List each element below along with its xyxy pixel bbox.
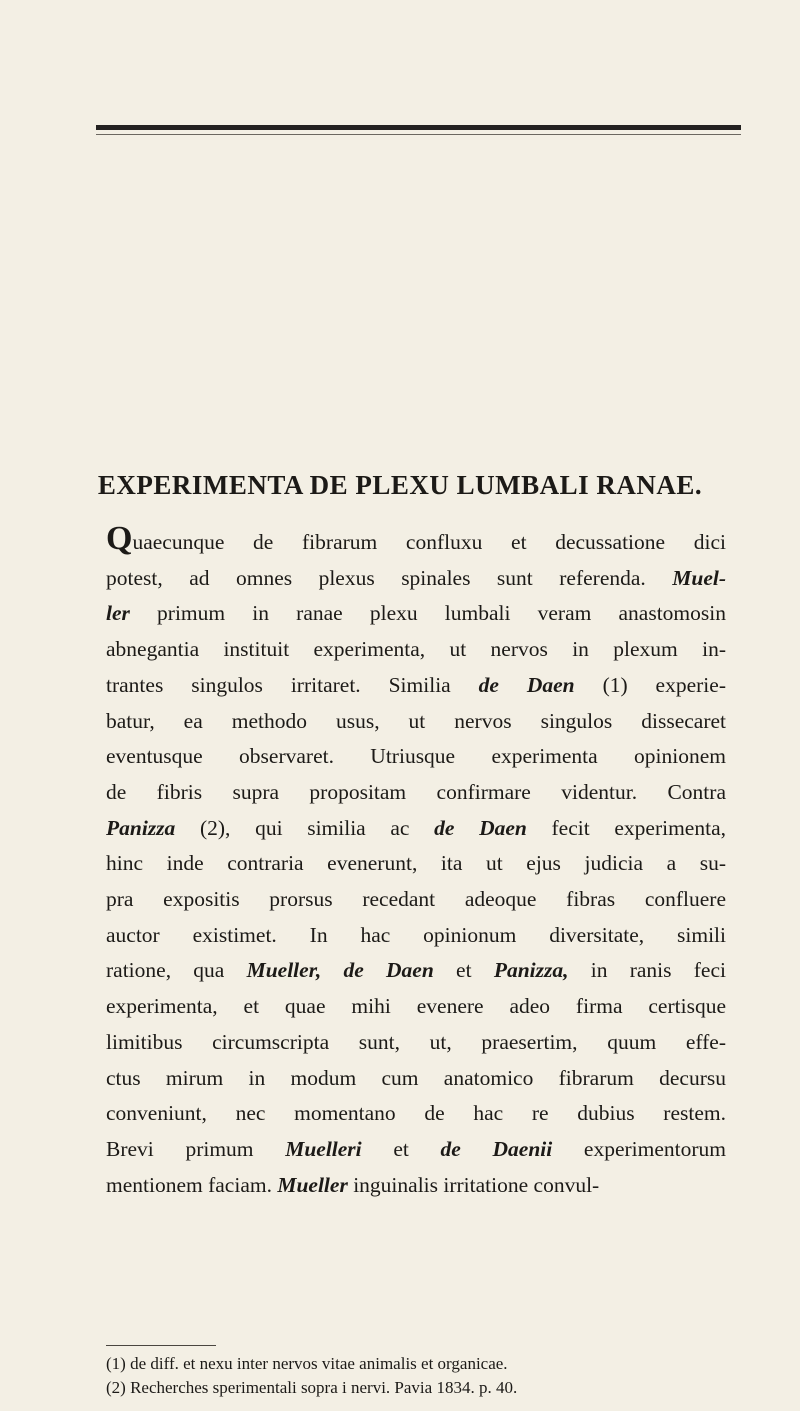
italic-name: de Daenii: [440, 1136, 553, 1161]
footnote-2: (2) Recherches sperimentali sopra i nervi. Pavia 1834. p. 40.: [106, 1378, 518, 1397]
header-rule: [96, 125, 741, 130]
italic-name: de Daen: [478, 672, 575, 697]
text-line: [106, 953, 726, 989]
text-segment: conveniunt, nec momentano de hac re dubius restem.: [106, 1101, 726, 1126]
text-segment: (2), qui similia ac: [175, 815, 435, 840]
italic-name: Muel-: [672, 565, 726, 590]
text-segment: limitibus circumscripta sunt, ut, praesertim, quum effe-: [106, 1029, 726, 1054]
text-line: [106, 846, 726, 882]
text-line: [106, 989, 726, 1025]
text-segment: de fibris supra propositam confirmare videntur. Contra: [106, 779, 726, 804]
italic-name: Mueller: [277, 1172, 348, 1197]
body-paragraph: [106, 520, 726, 1203]
italic-name: Panizza,: [493, 958, 569, 983]
text-line: [106, 1096, 726, 1132]
text-line: [106, 632, 726, 668]
italic-name: Panizza: [106, 815, 176, 840]
text-line: [106, 775, 726, 811]
text-segment: et: [361, 1136, 441, 1161]
text-line: [106, 1025, 726, 1061]
text-line: [106, 1061, 726, 1097]
text-line: [106, 704, 726, 740]
text-line: [106, 1132, 726, 1168]
text-segment: et: [433, 958, 494, 983]
header-rule-thin: [96, 134, 741, 135]
text-segment: Brevi primum: [106, 1136, 286, 1161]
text-line: [106, 520, 726, 561]
text-line: [106, 811, 726, 847]
footnote-1: (1) de diff. et nexu inter nervos vitae animalis et organicae.: [106, 1354, 508, 1373]
italic-name: ler: [106, 601, 130, 626]
page-title: EXPERIMENTA DE PLEXU LUMBALI RANAE.: [97, 470, 703, 500]
text-segment: experimentorum: [552, 1136, 726, 1161]
text-line: [106, 1168, 726, 1204]
footnote-separator: [106, 1345, 216, 1346]
text-line: [106, 739, 726, 775]
italic-name: Muelleri: [285, 1136, 362, 1161]
text-segment: experimenta, et quae mihi evenere adeo firma certisque: [106, 994, 726, 1019]
text-segment: uaecunque de fibrarum confluxu et decussatione dici: [132, 530, 726, 554]
footnotes: [106, 1352, 736, 1400]
italic-name: de Daen: [434, 815, 527, 840]
text-line: [106, 561, 726, 597]
italic-name: Mueller, de Daen: [246, 958, 434, 983]
text-segment: fecit experimenta,: [526, 815, 726, 840]
text-segment: inguinalis irritatione convul-: [347, 1172, 600, 1197]
text-segment: ratione, qua: [106, 958, 247, 983]
text-segment: pra expositis prorsus recedant adeoque fibras confluere: [106, 887, 726, 912]
text-segment: eventusque observaret. Utriusque experimenta opinionem: [106, 744, 726, 769]
text-segment: in ranis feci: [568, 958, 726, 983]
text-line: [106, 596, 726, 632]
text-segment: (1) experie-: [574, 672, 726, 697]
text-line: [106, 668, 726, 704]
text-segment: primum in ranae plexu lumbali veram anastomosin: [129, 601, 726, 626]
drop-cap: Q: [106, 520, 133, 557]
text-segment: potest, ad omnes plexus spinales sunt referenda.: [106, 565, 673, 590]
text-line: [106, 882, 726, 918]
text-line: [106, 918, 726, 954]
text-segment: hinc inde contraria evenerunt, ita ut ejus judicia a su-: [106, 851, 726, 876]
text-segment: abnegantia instituit experimenta, ut nervos in plexum in-: [106, 637, 726, 662]
text-segment: trantes singulos irritaret. Similia: [106, 672, 479, 697]
text-segment: batur, ea methodo usus, ut nervos singulos dissecaret: [106, 708, 726, 733]
text-segment: ctus mirum in modum cum anatomico fibrarum decursu: [106, 1065, 726, 1090]
text-segment: auctor existimet. In hac opinionum diversitate, simili: [106, 922, 726, 947]
text-segment: mentionem faciam.: [106, 1172, 278, 1197]
